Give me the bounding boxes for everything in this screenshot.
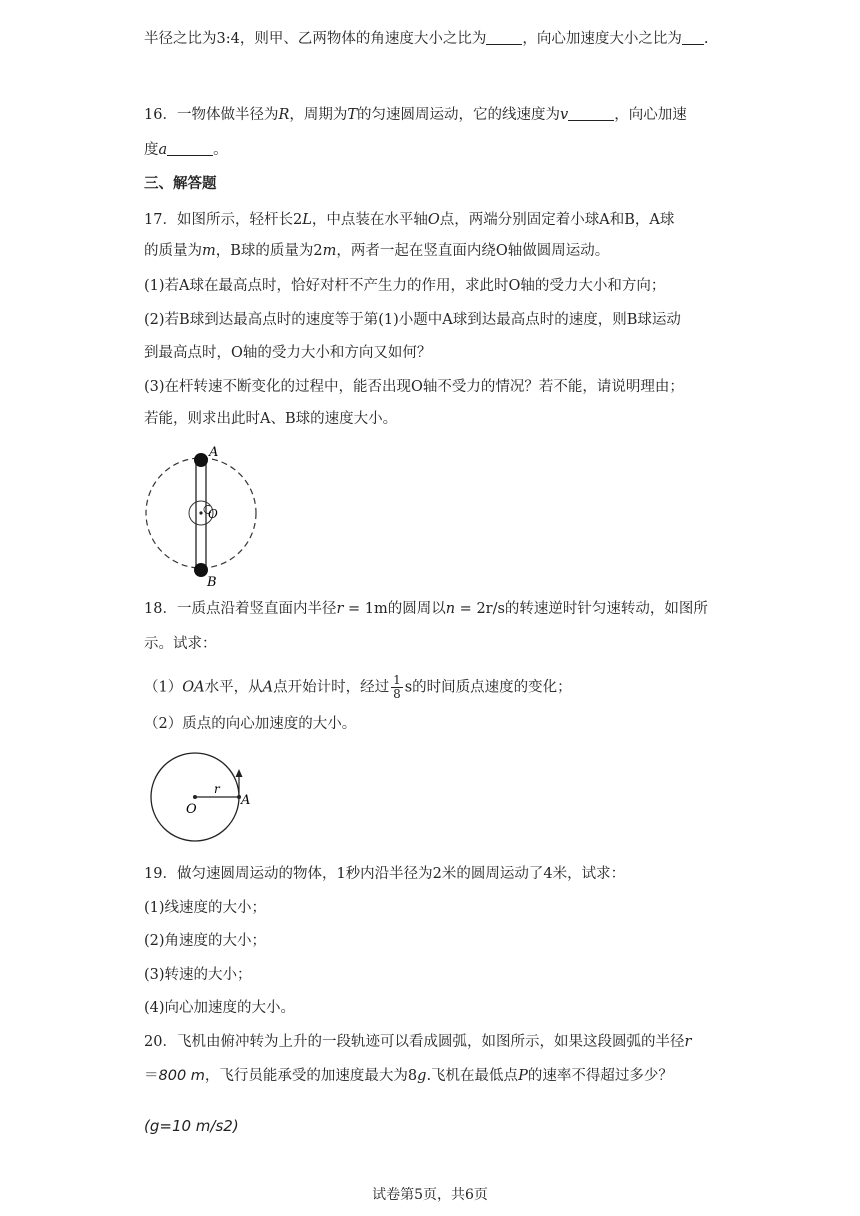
fraction-one-eighth: $\frac{1}{8}$ <box>393 673 401 701</box>
ball-a <box>194 453 208 467</box>
question-17-part3a: (3)在杆转速不断变化的过程中，能否出现O轴不受力的情况？若不能，请说明理由； <box>144 379 684 395</box>
question-17-part1: (1)若A球在最高点时，恰好对杆不产生力的作用，求此时O轴的受力大小和方向； <box>144 278 666 294</box>
ball-b <box>194 563 208 577</box>
center-point <box>193 795 197 799</box>
answer-blank[interactable] <box>486 30 522 45</box>
question-19-part4: (4)向心加速度的大小。 <box>144 1000 296 1016</box>
question-20-line1: 20．飞机由俯冲转为上升的一段轨迹可以看成圆弧，如图所示，如果这段圆弧的半径r <box>144 1034 692 1050</box>
label-b: B <box>207 575 217 590</box>
question-16-line2: 度a 。 <box>144 142 228 158</box>
page-footer: 试卷第5页，共6页 <box>372 1187 488 1203</box>
question-18-line1: 18．一质点沿着竖直面内半径r = 1m的圆周以n = 2r/s的转速逆时针匀速转动，如图所 <box>144 601 708 617</box>
label-a: A <box>241 793 251 808</box>
answer-blank[interactable] <box>167 141 213 156</box>
question-19-part2: (2)角速度的大小； <box>144 933 267 949</box>
light-rod <box>196 460 206 570</box>
question-17-line2: 的质量为m，B球的质量为2m，两者一起在竖直面内绕O轴做圆周运动。 <box>144 243 610 259</box>
question-16-line1: 16．一物体做半径为R，周期为T的匀速圆周运动，它的线速度为v ，向心加速 <box>144 107 687 123</box>
question-17-line1: 17．如图所示，轻杆长2L，中点装在水平轴O点，两端分别固定着小球A和B，A球 <box>144 212 675 228</box>
label-o: O <box>186 802 197 817</box>
rod-rotation-figure <box>140 446 270 592</box>
question-19-part3: (3)转速的大小； <box>144 967 252 983</box>
question-18-line2: 示。试求： <box>144 636 217 652</box>
question-17-part2b: 到最高点时，O轴的受力大小和方向又如何？ <box>144 345 432 361</box>
label-a: A <box>209 446 219 460</box>
label-r: r <box>214 782 220 796</box>
line-q15-tail: 半径之比为3:4，则甲、乙两物体的角速度大小之比为 ，向心加速度大小之比为 . <box>144 31 709 47</box>
question-18-part2: （2）质点的向心加速度的大小。 <box>144 716 357 732</box>
question-18-part1: （1）OA水平，从A点开始计时，经过 $\frac{1}{8}$ s的时间质点速度的变化； <box>144 673 572 701</box>
question-19-part1: (1)线速度的大小； <box>144 900 267 916</box>
label-o: O <box>208 507 218 521</box>
question-17-part2a: (2)若B球到达最高点时的速度等于第(1)小题中A球到达最高点时的速度，则B球运动 <box>144 312 681 328</box>
arrow-up-icon <box>236 769 243 777</box>
section-heading: 三、解答题 <box>144 175 217 192</box>
axis-point <box>199 511 202 514</box>
question-20-gravity-note: (g=10 m/s2) <box>144 1117 239 1135</box>
answer-blank[interactable] <box>682 30 704 45</box>
question-17-part3b: 若能，则求出此时A、B球的速度大小。 <box>144 411 398 427</box>
question-20-line2: ＝800 m，飞行员能承受的加速度最大为8g.飞机在最低点P的速率不得超过多少？ <box>144 1068 673 1084</box>
answer-blank[interactable] <box>568 106 614 121</box>
circle-motion-figure <box>144 752 264 852</box>
question-19-line1: 19．做匀速圆周运动的物体，1秒内沿半径为2米的圆周运动了4米，试求： <box>144 866 626 882</box>
